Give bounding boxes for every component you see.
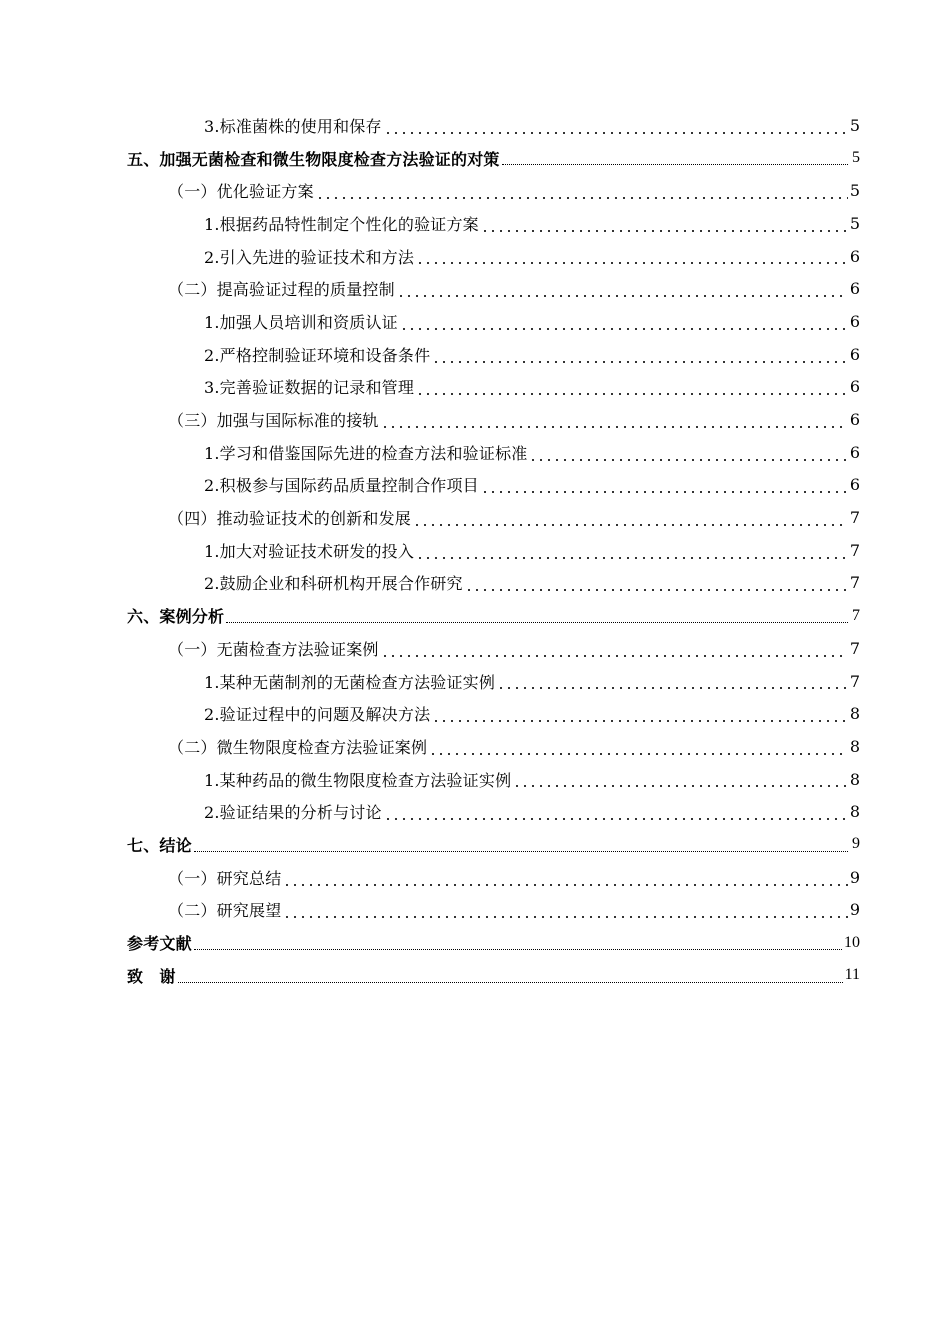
toc-entry-level-3[interactable]	[0, 240, 950, 273]
toc-entry-level-1[interactable]	[0, 142, 950, 175]
toc-page-number: 7	[849, 671, 860, 691]
toc-entry-level-3[interactable]	[0, 469, 950, 502]
toc-dot-leader	[416, 393, 848, 395]
toc-entry-level-2[interactable]	[0, 730, 950, 763]
toc-dot-leader	[432, 720, 848, 722]
toc-entry-level-3[interactable]	[0, 338, 950, 371]
toc-dot-leader	[384, 132, 848, 134]
toc-entry-level-3[interactable]	[0, 665, 950, 698]
toc-entry-title: 1.某种药品的微生物限度检查方法验证实例	[204, 770, 512, 790]
toc-entry-title: 1.加大对验证技术研发的投入	[204, 541, 415, 561]
toc-page-number: 5	[849, 213, 860, 233]
toc-entry-title: 1.某种无菌制剂的无菌检查方法验证实例	[204, 672, 496, 692]
toc-dot-leader	[194, 850, 848, 852]
toc-dot-leader	[416, 262, 848, 264]
toc-entry-title: （一）优化验证方案	[168, 182, 314, 202]
toc-dot-leader	[413, 524, 848, 526]
toc-entry-level-3[interactable]	[0, 795, 950, 828]
toc-dot-leader	[497, 687, 848, 689]
toc-entry-title: 2.鼓励企业和科研机构开展合作研究	[204, 574, 463, 594]
toc-entry-title: （三）加强与国际标准的接轨	[168, 411, 379, 431]
toc-entry-level-1[interactable]	[0, 828, 950, 861]
toc-entry-level-1[interactable]	[0, 959, 950, 992]
toc-page-number: 5	[849, 181, 860, 201]
toc-page-number: 6	[849, 311, 860, 331]
toc-entry-title: 六、案例分析	[127, 607, 225, 627]
toc-page-number: 6	[849, 377, 860, 397]
toc-entry-title: （二）微生物限度检查方法验证案例	[168, 737, 428, 757]
toc-page-number: 8	[849, 769, 860, 789]
toc-page-number: 6	[849, 410, 860, 430]
toc-dot-leader	[429, 753, 848, 755]
toc-page-number: 9	[852, 835, 860, 853]
toc-entry-title: （一）研究总结	[168, 868, 282, 888]
toc-dot-leader	[397, 295, 848, 297]
toc-entry-title: 1.根据药品特性制定个性化的验证方案	[204, 214, 479, 234]
toc-page-number: 11	[844, 966, 860, 984]
toc-dot-leader	[465, 589, 848, 591]
toc-dot-leader	[502, 163, 848, 165]
toc-entry-title: 2.引入先进的验证技术和方法	[204, 247, 415, 267]
toc-entry-title: 2.严格控制验证环境和设备条件	[204, 345, 431, 365]
toc-page-number: 7	[849, 573, 860, 593]
toc-entry-level-3[interactable]	[0, 534, 950, 567]
toc-page-number: 6	[849, 344, 860, 364]
toc-dot-leader	[381, 655, 848, 657]
toc-entry-level-3[interactable]	[0, 371, 950, 404]
toc-entry-level-3[interactable]	[0, 305, 950, 338]
toc-entry-title: 1.加强人员培训和资质认证	[204, 312, 398, 332]
toc-page-number: 8	[849, 802, 860, 822]
toc-entry-level-3[interactable]	[0, 697, 950, 730]
toc-page-number: 9	[849, 867, 860, 887]
toc-page-number: 6	[849, 475, 860, 495]
toc-entry-title: 2.验证结果的分析与讨论	[204, 803, 382, 823]
toc-entry-level-3[interactable]	[0, 567, 950, 600]
toc-entry-title: 2.验证过程中的问题及解决方法	[204, 705, 431, 725]
toc-entry-title: 参考文献	[127, 934, 192, 954]
toc-dot-leader	[481, 491, 848, 493]
toc-page-number: 8	[849, 736, 860, 756]
toc-entry-level-3[interactable]	[0, 207, 950, 240]
toc-dot-leader	[226, 621, 848, 623]
toc-page-number: 5	[849, 115, 860, 135]
toc-entry-title: 2.积极参与国际药品质量控制合作项目	[204, 476, 479, 496]
toc-entry-level-2[interactable]	[0, 174, 950, 207]
toc-entry-title: 致 谢	[127, 966, 176, 986]
toc-dot-leader	[400, 328, 848, 330]
toc-entry-level-2[interactable]	[0, 272, 950, 305]
toc-page-number: 7	[849, 540, 860, 560]
toc-page-number: 6	[849, 442, 860, 462]
toc-page-number: 7	[849, 508, 860, 528]
toc-entry-title: 七、结论	[127, 835, 192, 855]
toc-dot-leader	[529, 459, 847, 461]
toc-dot-leader	[513, 785, 848, 787]
toc-page-number: 7	[852, 606, 860, 624]
toc-entry-title: （二）提高验证过程的质量控制	[168, 280, 395, 300]
toc-entry-title: （二）研究展望	[168, 901, 282, 921]
toc-entry-title: （一）无菌检查方法验证案例	[168, 639, 379, 659]
toc-dot-leader	[481, 230, 848, 232]
toc-dot-leader	[316, 197, 848, 199]
toc-entry-level-2[interactable]	[0, 894, 950, 927]
toc-dot-leader	[283, 916, 847, 918]
toc-entry-level-2[interactable]	[0, 501, 950, 534]
toc-page-number: 8	[849, 704, 860, 724]
toc-page-number: 6	[849, 246, 860, 266]
toc-entry-level-2[interactable]	[0, 861, 950, 894]
toc-dot-leader	[381, 426, 848, 428]
toc-entry-level-2[interactable]	[0, 403, 950, 436]
toc-entry-level-1[interactable]	[0, 599, 950, 632]
toc-entry-title: 3.标准菌株的使用和保存	[204, 116, 382, 136]
toc-dot-leader	[384, 818, 848, 820]
toc-entry-title: 五、加强无菌检查和微生物限度检查方法验证的对策	[127, 149, 500, 169]
toc-entry-level-3[interactable]	[0, 109, 950, 142]
toc-entry-title: （四）推动验证技术的创新和发展	[168, 509, 412, 529]
toc-entry-level-1[interactable]	[0, 926, 950, 959]
toc-entry-title: 1.学习和借鉴国际先进的检查方法和验证标准	[204, 443, 528, 463]
toc-dot-leader	[432, 361, 848, 363]
toc-dot-leader	[178, 981, 843, 983]
toc-entry-level-2[interactable]	[0, 632, 950, 665]
toc-page-number: 9	[849, 900, 860, 920]
toc-dot-leader	[194, 948, 842, 950]
toc-entry-title: 3.完善验证数据的记录和管理	[204, 378, 415, 398]
toc-entry-level-3[interactable]	[0, 436, 950, 469]
toc-dot-leader	[416, 557, 848, 559]
toc-dot-leader	[283, 884, 847, 886]
toc-page-number: 10	[844, 933, 860, 951]
table-of-contents	[0, 109, 950, 992]
toc-entry-level-3[interactable]	[0, 763, 950, 796]
toc-page-number: 5	[852, 149, 860, 167]
toc-page-number: 7	[849, 638, 860, 658]
toc-page-number: 6	[849, 279, 860, 299]
